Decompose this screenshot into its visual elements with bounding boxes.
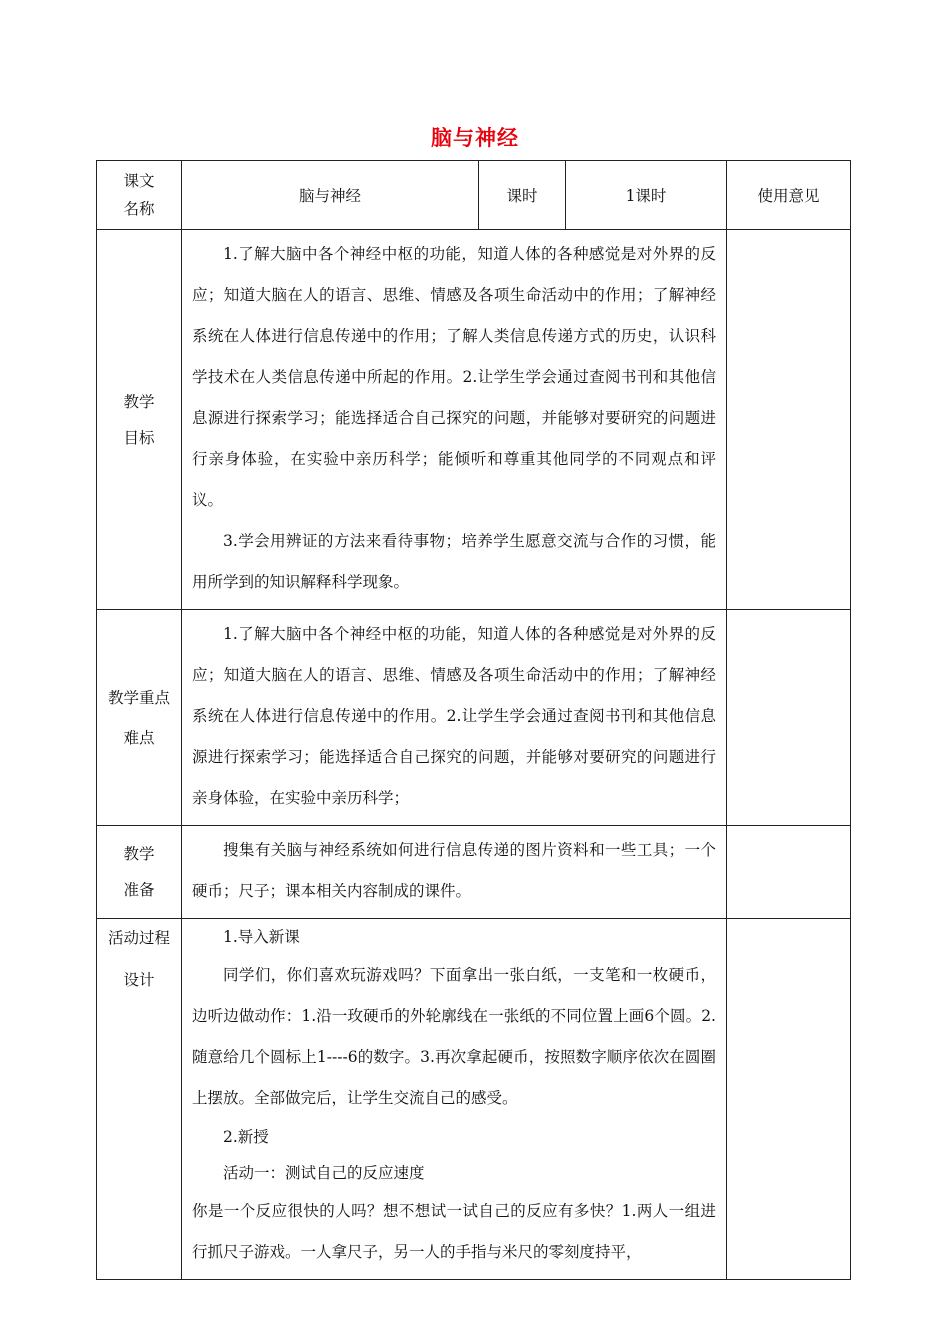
process-opinion-cell <box>727 919 851 1280</box>
key-points-content <box>182 610 727 826</box>
key-points-row <box>97 610 851 826</box>
goals-paragraph-1: 1.了解大脑中各个神经中枢的功能，知道人体的各种感觉是对外界的反应；知道大脑在人的语言、思维、情感及各项生命活动中的作用；了解神经系统在人体进行信息传递中的作用；了解人类信息传递方式的历史，认识科学技术在人类信息传递中所起的作用。2.让学生学会通过查阅书刊和其他信息源进行探索学习；能选择适合自己探究的问题，并能够对要研究的问题进行亲身体验，在实验中亲历科学；能倾听和尊重其他同学的不同观点和评议。 <box>192 245 716 509</box>
prep-opinion-cell <box>727 826 851 919</box>
prep-row <box>97 826 851 919</box>
lesson-plan-table <box>96 160 851 1280</box>
opinion-label: 使用意见 <box>727 161 851 230</box>
prep-content <box>182 826 727 919</box>
goals-paragraph-2: 3.学会用辨证的方法来看待事物；培养学生愿意交流与合作的习惯，能用所学到的知识解释科学现象。 <box>192 532 716 591</box>
process-paragraph-2: 你是一个反应很快的人吗？想不想试一试自己的反应有多快？1.两人一组进行抓尺子游戏。一人拿尺子，另一人的手指与米尺的零刻度持平， <box>192 1202 716 1261</box>
header-row <box>97 161 851 230</box>
goals-row <box>97 230 851 610</box>
key-points-paragraph: 1.了解大脑中各个神经中枢的功能，知道人体的各种感觉是对外界的反应；知道大脑在人的语言、思维、情感及各项生命活动中的作用；了解神经系统在人体进行信息传递中的作用。2.让学生学会通过查阅书刊和其他信息源进行探索学习；能选择适合自己探究的问题，并能够对要研究的问题进行亲身体验，在实验中亲历科学； <box>192 625 716 807</box>
prep-label: 教学 准备 <box>97 826 182 919</box>
hours-value: 1课时 <box>566 161 727 230</box>
process-heading-2: 2.新授 <box>223 1128 269 1146</box>
key-points-label: 教学重点 难点 <box>97 610 182 826</box>
process-row <box>97 919 851 1280</box>
goals-opinion-cell <box>727 230 851 610</box>
process-label: 活动过程 设计 <box>97 919 182 1280</box>
hours-label: 课时 <box>479 161 566 230</box>
prep-paragraph: 搜集有关脑与神经系统如何进行信息传递的图片资料和一些工具；一个硬币；尺子；课本相关内容制成的课件。 <box>192 841 716 900</box>
document-title: 脑与神经 <box>431 126 519 150</box>
process-paragraph-1: 同学们，你们喜欢玩游戏吗？下面拿出一张白纸，一支笔和一枚硬币，边听边做动作：1.沿一玫硬币的外轮廓线在一张纸的不同位置上画6个圆。2.随意给几个圆标上1----6的数字。3.再次拿起硬币，按照数字顺序依次在圆圈上摆放。全部做完后，让学生交流自己的感受。 <box>192 966 716 1107</box>
goals-content <box>182 230 727 610</box>
process-heading-3: 活动一：测试自己的反应速度 <box>223 1164 425 1182</box>
lesson-name-value: 脑与神经 <box>182 161 479 230</box>
key-points-opinion-cell <box>727 610 851 826</box>
process-heading-1: 1.导入新课 <box>223 928 300 946</box>
goals-label: 教学 目标 <box>97 230 182 610</box>
lesson-name-label: 课文 名称 <box>97 161 182 230</box>
process-content <box>182 919 727 1280</box>
